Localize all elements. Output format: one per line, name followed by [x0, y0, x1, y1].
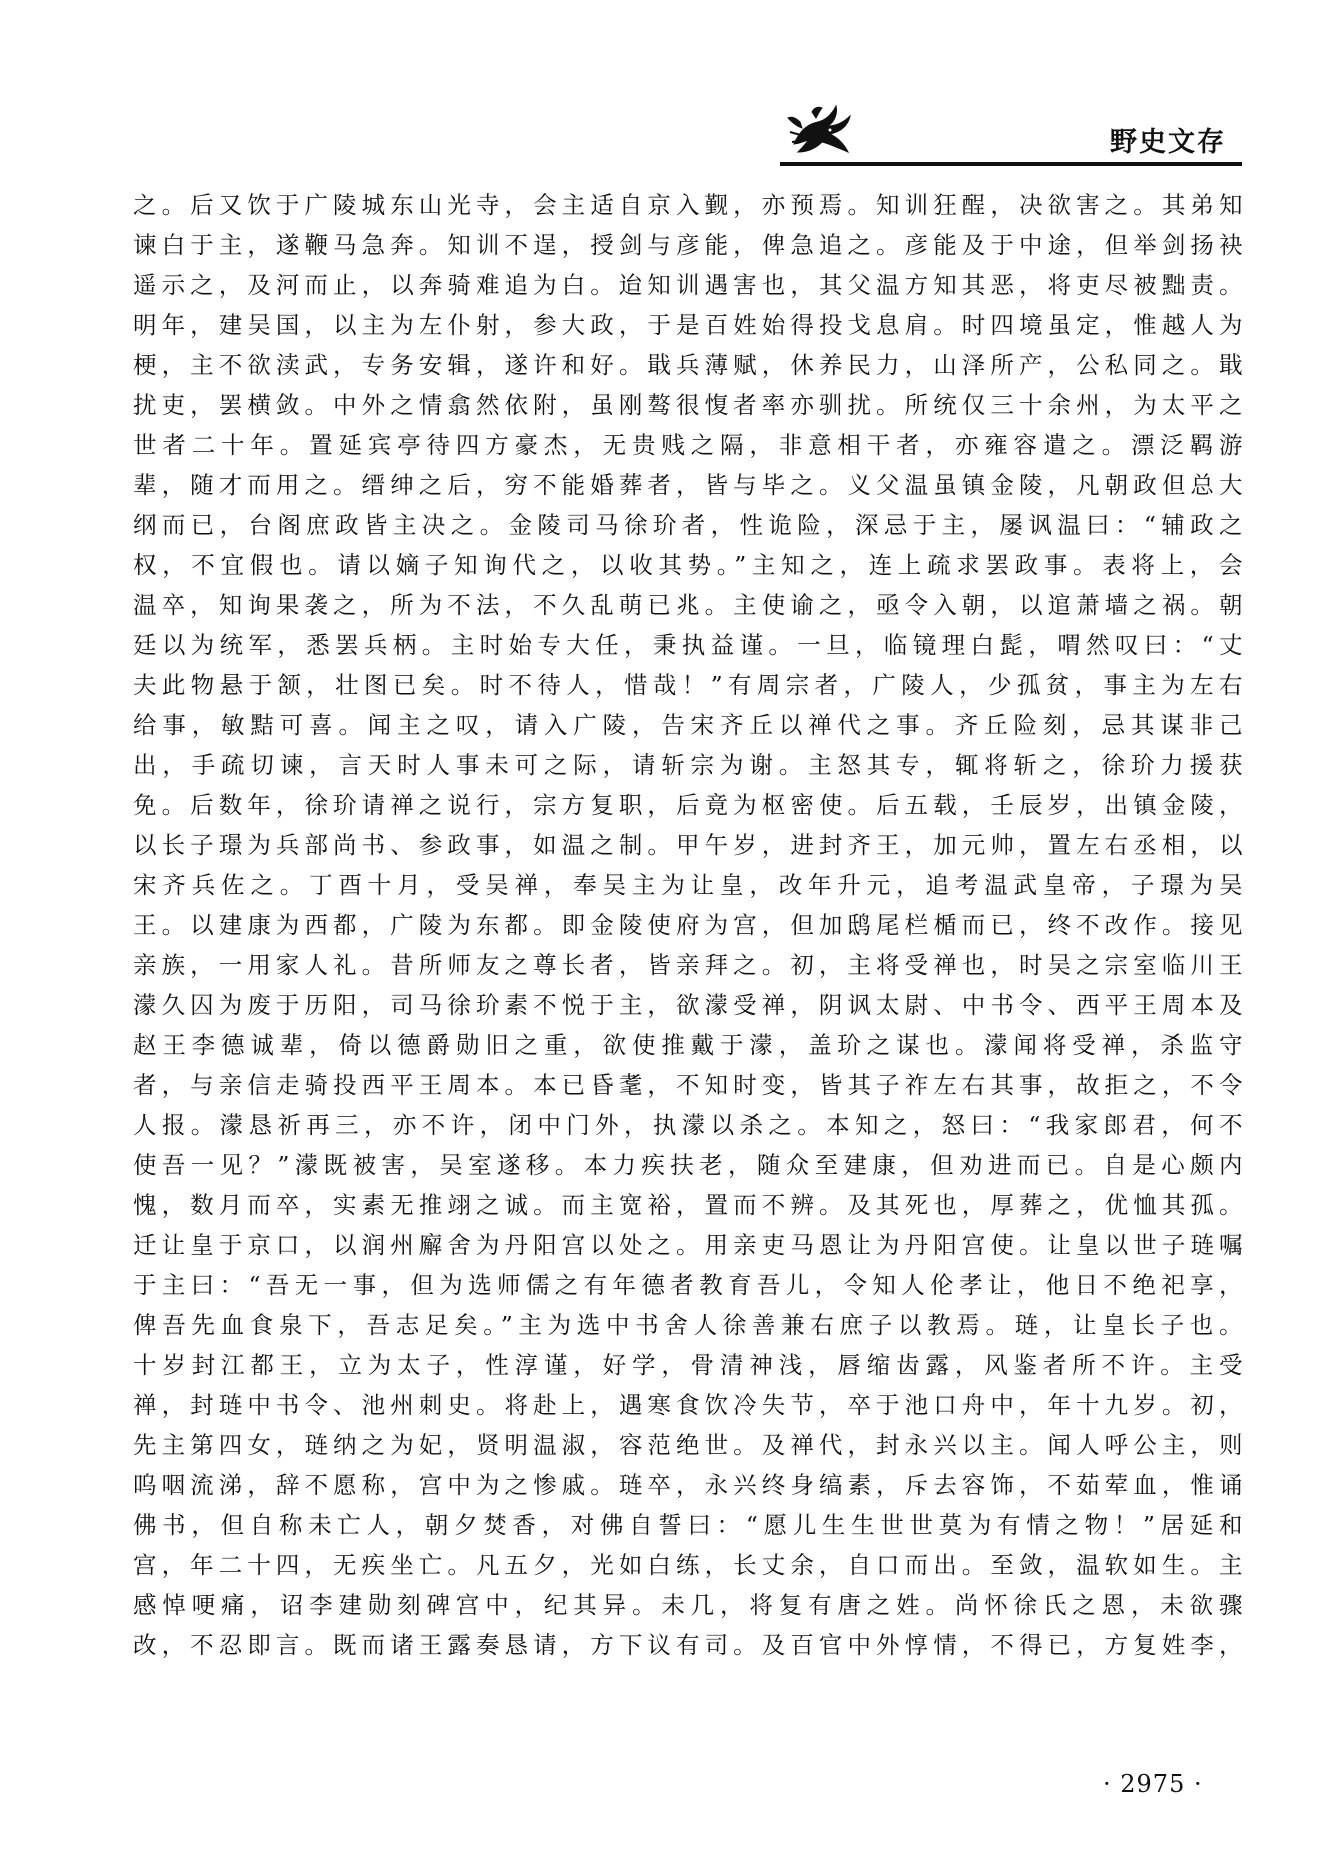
text-line: 明年，建吴国，以主为左仆射，参大政，于是百姓始得投戈息肩。时四境虽定，惟越人为: [133, 311, 1243, 339]
text-line: 赵王李德诚辈，倚以德爵勋旧之重，欲使推戴于濛，盖玠之谋也。濛闻将受禅，杀监守: [133, 1031, 1243, 1059]
text-line: 权，不宜假也。请以嫡子知询代之，以收其势。”主知之，连上疏求罢政事。表将上，会: [133, 551, 1243, 579]
text-line: 迁让皇于京口，以润州廨舍为丹阳宫以处之。用亲吏马恩让为丹阳宫使。让皇以世子琏嘱: [133, 1231, 1243, 1259]
text-line: 使吾一见？”濛既被害，吴室遂移。本力疾扶老，随众至建康，但劝进而已。自是心颇内: [133, 1151, 1243, 1179]
text-line: 先主第四女，琏纳之为妃，贤明温淑，容范绝世。及禅代，封永兴以主。闻人呼公主，则: [133, 1431, 1243, 1459]
text-line: 廷以为统军，悉罢兵柄。主时始专大任，秉执益谨。一旦，临镜理白髭，喟然叹曰：“丈: [133, 631, 1243, 659]
text-line: 者，与亲信走骑投西平王周本。本已昏耄，不知时变，皆其子祚左右其事，故拒之，不令: [133, 1071, 1243, 1099]
text-line: 于主曰：“吾无一事，但为选师儒之有年德者教育吾儿，令知人伦孝让，他日不绝祀享，: [133, 1271, 1243, 1299]
text-line: 宫，年二十四，无疾坐亡。凡五夕，光如白练，长丈余，自口而出。至敛，温软如生。主: [133, 1551, 1243, 1579]
page-number: · 2975 ·: [1103, 1770, 1203, 1798]
text-line: 宋齐兵佐之。丁酉十月，受吴禅，奉吴主为让皇，改年升元，追考温武皇帝，子璟为吴: [133, 871, 1243, 899]
body-text: [133, 185, 1243, 1665]
text-line: 遥示之，及河而止，以奔骑难追为白。迨知训遇害也，其父温方知其恶，将吏尽被黜责。: [133, 271, 1243, 299]
header-rule: [780, 162, 1242, 166]
text-line: 佛书，但自称未亡人，朝夕焚香，对佛自誓曰：“愿儿生生世世莫为有情之物！”居延和: [133, 1511, 1243, 1539]
text-line: 扰吏，罢横敛。中外之情翕然依附，虽刚骜很愎者率亦驯扰。所统仅三十余州，为太平之: [133, 391, 1243, 419]
text-line: 禅，封琏中书令、池州刺史。将赴上，遇寒食饮冷失节，卒于池口舟中，年十九岁。初，: [133, 1391, 1243, 1419]
text-line: 谏白于主，遂鞭马急奔。知训不逞，授剑与彦能，俾急追之。彦能及于中途，但举剑扬袂: [133, 231, 1243, 259]
text-line: 以长子璟为兵部尚书、参政事，如温之制。甲午岁，进封齐王，加元帅，置左右丞相，以: [133, 831, 1243, 859]
text-line: 给事，敏黠可喜。闻主之叹，请入广陵，告宋齐丘以禅代之事。齐丘险刻，忌其谋非己: [133, 711, 1243, 739]
text-line: 濛久囚为废于历阳，司马徐玠素不悦于主，欲濛受禅，阴讽太尉、中书令、西平王周本及: [133, 991, 1243, 1019]
text-line: 夫此物悬于颔，壮图已矣。时不待人，惜哉！”有周宗者，广陵人，少孤贫，事主为左右: [133, 671, 1243, 699]
text-line: 梗，主不欲渎武，专务安辑，遂许和好。戢兵薄赋，休养民力，山泽所产，公私同之。戢: [133, 351, 1243, 379]
text-line: 俾吾先血食泉下，吾志足矣。”主为选中书舍人徐善兼右庶子以教焉。琏，让皇长子也。: [133, 1311, 1243, 1339]
text-line: 王。以建康为西都，广陵为东都。即金陵使府为宫，但加鸱尾栏楯而已，终不改作。接见: [133, 911, 1243, 939]
text-line: 感悼哽痛，诏李建勋刻碑宫中，纪其异。未几，将复有唐之姓。尚怀徐氏之恩，未欲骤: [133, 1591, 1243, 1619]
text-line: 改，不忍即言。既而诸王露奏恳请，方下议有司。及百官中外惇情，不得已，方复姓李，: [133, 1631, 1243, 1659]
text-line: 十岁封江都王，立为太子，性淳谨，好学，骨清神浅，唇缩齿露，风鉴者所不许。主受: [133, 1351, 1243, 1379]
text-line: 人报。濛恳祈再三，亦不许，闭中门外，执濛以杀之。本知之，怒曰：“我家郎君，何不: [133, 1111, 1243, 1139]
header-title: 野史文存: [1110, 127, 1226, 158]
text-line: 出，手疏切谏，言天时人事未可之际，请斩宗为谢。主怒其专，辄将斩之，徐玠力援获: [133, 751, 1243, 779]
text-line: 辈，随才而用之。缙绅之后，穷不能婚葬者，皆与毕之。义父温虽镇金陵，凡朝政但总大: [133, 471, 1243, 499]
text-line: 免。后数年，徐玠请禅之说行，宗方复职，后竟为枢密使。后五载，壬辰岁，出镇金陵，: [133, 791, 1243, 819]
dragon-emblem-icon: [786, 100, 856, 156]
running-header: [780, 100, 1242, 162]
text-line: 呜咽流涕，辞不愿称，宫中为之惨戚。琏卒，永兴终身缟素，斥去容饰，不茹荤血，惟诵: [133, 1471, 1243, 1499]
text-line: 之。后又饮于广陵城东山光寺，会主适自京入觐，亦预焉。知训狂酲，决欲害之。其弟知: [133, 191, 1243, 219]
text-line: 亲族，一用家人礼。昔所师友之尊长者，皆亲拜之。初，主将受禅也，时吴之宗室临川王: [133, 951, 1243, 979]
text-line: 愧，数月而卒，实素无推翊之诚。而主宽裕，置而不辨。及其死也，厚葬之，优恤其孤。: [133, 1191, 1243, 1219]
text-line: 温卒，知询果袭之，所为不法，不久乱萌已兆。主使谕之，亟令入朝，以逭萧墙之祸。朝: [133, 591, 1243, 619]
text-line: 纲而已，台阁庶政皆主决之。金陵司马徐玠者，性诡险，深忌于主，屡讽温曰：“辅政之: [133, 511, 1243, 539]
text-line: 世者二十年。置延宾亭待四方豪杰，无贵贱之隔，非意相干者，亦雍容遣之。漂泛羁游: [133, 431, 1243, 459]
